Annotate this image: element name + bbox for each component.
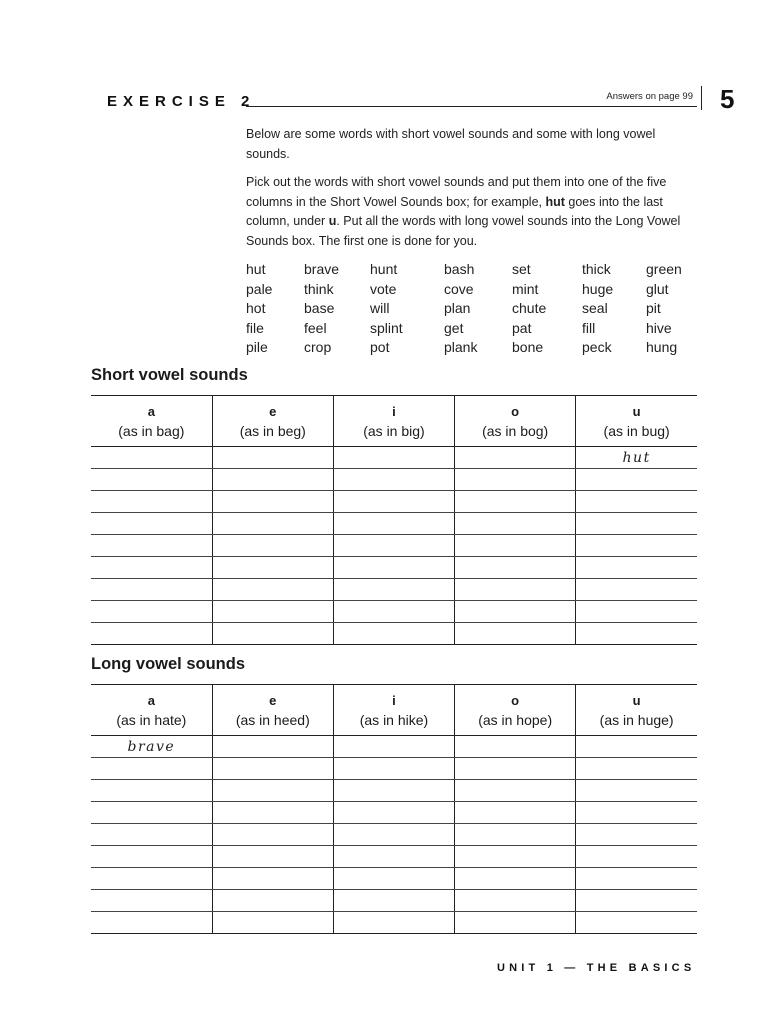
long-vowel-column-header bbox=[91, 685, 212, 736]
short-vowel-column-header bbox=[576, 396, 697, 447]
short-vowel-answer-cell[interactable] bbox=[91, 513, 212, 535]
word-bank-item: feel bbox=[304, 319, 327, 336]
short-vowel-answer-cell[interactable] bbox=[212, 535, 333, 557]
word-bank-item: bash bbox=[444, 261, 475, 277]
long-vowel-answer-cell[interactable] bbox=[333, 846, 454, 868]
long-vowel-answer-cell[interactable] bbox=[333, 802, 454, 824]
short-vowel-answer-cell[interactable] bbox=[91, 557, 212, 579]
word-bank-item: fill bbox=[582, 319, 596, 336]
short-vowel-answer-cell[interactable] bbox=[576, 513, 697, 535]
short-vowel-answer-cell[interactable] bbox=[91, 535, 212, 557]
short-vowel-answer-cell[interactable] bbox=[212, 557, 333, 579]
vowel-letter: o bbox=[511, 404, 520, 419]
word-bank-item: file bbox=[246, 319, 264, 336]
word-bank-item: thick bbox=[582, 261, 611, 277]
short-vowel-answer-row bbox=[91, 601, 697, 623]
word-bank-item: brave bbox=[304, 261, 340, 277]
long-vowel-answer-cell[interactable] bbox=[91, 846, 212, 868]
short-vowel-answer-cell[interactable] bbox=[455, 513, 576, 535]
word-bank-item: peck bbox=[582, 339, 612, 355]
short-vowel-answer-row bbox=[91, 623, 697, 645]
word-bank-item: pit bbox=[646, 300, 661, 316]
short-vowel-answer-cell[interactable] bbox=[212, 513, 333, 535]
word-bank-item: hung bbox=[646, 339, 678, 355]
long-vowel-answer-cell[interactable] bbox=[212, 890, 333, 912]
vowel-example: (as in huge) bbox=[599, 712, 674, 728]
short-vowel-answer-cell[interactable] bbox=[333, 447, 454, 469]
vowel-letter: i bbox=[392, 693, 396, 708]
short-vowel-column-header bbox=[91, 396, 212, 447]
vowel-letter-bold: u bbox=[328, 214, 337, 228]
short-vowel-answer-cell[interactable] bbox=[455, 491, 576, 513]
long-vowel-answer-cell[interactable] bbox=[455, 758, 576, 780]
vowel-example: (as in big) bbox=[363, 423, 425, 439]
vowel-letter: u bbox=[632, 693, 641, 708]
short-vowel-column-header bbox=[212, 396, 333, 447]
short-vowel-answer-cell[interactable] bbox=[576, 535, 697, 557]
short-vowel-answer-cell[interactable] bbox=[576, 491, 697, 513]
long-vowel-answer-cell[interactable] bbox=[576, 846, 697, 868]
long-vowel-answer-cell[interactable] bbox=[212, 758, 333, 780]
vowel-example: (as in bug) bbox=[603, 423, 670, 439]
word-bank-item: think bbox=[304, 280, 334, 297]
vowel-example: (as in hate) bbox=[116, 712, 187, 728]
word-bank-item: crop bbox=[304, 339, 332, 355]
word-bank-item: chute bbox=[512, 300, 547, 316]
footer-unit-title: UNIT 1 — THE BASICS bbox=[497, 962, 696, 974]
long-vowel-column-header bbox=[455, 685, 576, 736]
word-bank-item: huge bbox=[582, 280, 614, 297]
vowel-letter: e bbox=[269, 693, 277, 708]
long-vowel-answer-cell[interactable] bbox=[455, 802, 576, 824]
word-bank-item: set bbox=[512, 261, 531, 277]
word-bank-item: pot bbox=[370, 339, 390, 355]
long-vowel-answer-cell[interactable] bbox=[91, 868, 212, 890]
word-bank-item: pale bbox=[246, 280, 273, 297]
long-vowel-answer-cell[interactable] bbox=[212, 780, 333, 802]
long-vowel-answer-cell[interactable] bbox=[212, 802, 333, 824]
vowel-example: (as in beg) bbox=[239, 423, 306, 439]
page-number-divider bbox=[701, 86, 702, 110]
header-rule bbox=[246, 106, 697, 107]
word-bank-item: hunt bbox=[370, 261, 398, 277]
instructions-text: Pick out the words with short vowel sounds and put them into one of the five columns in the Short Vowel Sounds box; for example, bbox=[246, 175, 667, 209]
short-vowel-answer-cell[interactable] bbox=[333, 579, 454, 601]
exercise-title: EXERCISE 2 bbox=[107, 93, 256, 110]
word-bank-item: hive bbox=[646, 319, 672, 336]
short-vowel-answer-cell[interactable] bbox=[91, 601, 212, 623]
short-vowel-answer-cell[interactable] bbox=[455, 579, 576, 601]
long-vowel-answer-cell[interactable] bbox=[91, 824, 212, 846]
word-bank-item: base bbox=[304, 300, 335, 316]
word-bank-item: green bbox=[646, 261, 682, 277]
short-vowel-answer-cell[interactable] bbox=[455, 535, 576, 557]
long-vowel-answer-cell[interactable] bbox=[576, 802, 697, 824]
long-vowel-example-answer: brave bbox=[127, 738, 176, 755]
page-number: 5 bbox=[720, 84, 735, 114]
short-vowel-column-header bbox=[455, 396, 576, 447]
long-vowel-answer-row bbox=[91, 912, 697, 934]
long-vowel-answer-cell[interactable] bbox=[212, 868, 333, 890]
long-vowel-column-header bbox=[212, 685, 333, 736]
short-vowel-answer-cell[interactable] bbox=[576, 623, 697, 645]
long-vowel-answer-cell[interactable] bbox=[576, 868, 697, 890]
word-bank-item: plank bbox=[444, 339, 478, 355]
long-vowel-answer-cell[interactable] bbox=[333, 824, 454, 846]
long-vowel-answer-cell[interactable] bbox=[333, 868, 454, 890]
long-vowel-answer-row bbox=[91, 824, 697, 846]
long-vowel-answer-cell[interactable] bbox=[212, 824, 333, 846]
long-vowel-column-header bbox=[576, 685, 697, 736]
word-bank-item: get bbox=[444, 319, 464, 336]
word-bank-item: hot bbox=[246, 300, 266, 316]
answers-note: Answers on page 99 bbox=[606, 91, 693, 102]
long-vowel-column-header bbox=[333, 685, 454, 736]
vowel-letter: u bbox=[632, 404, 641, 419]
long-vowel-answer-row bbox=[91, 846, 697, 868]
long-vowel-answer-cell[interactable] bbox=[576, 824, 697, 846]
short-vowel-answer-cell[interactable] bbox=[576, 579, 697, 601]
word-bank-item: bone bbox=[512, 339, 544, 355]
short-vowel-column-header bbox=[333, 396, 454, 447]
vowel-example: (as in heed) bbox=[235, 712, 310, 728]
long-vowel-answer-cell[interactable] bbox=[455, 736, 576, 758]
long-vowel-answer-cell[interactable] bbox=[212, 846, 333, 868]
short-vowel-answer-cell[interactable] bbox=[576, 469, 697, 491]
word-bank-item: mint bbox=[512, 280, 539, 297]
long-vowel-header-row bbox=[91, 685, 697, 736]
long-vowel-answer-cell[interactable] bbox=[91, 780, 212, 802]
word-bank-item: seal bbox=[582, 300, 608, 316]
long-vowel-answer-cell[interactable] bbox=[455, 868, 576, 890]
vowel-example: (as in hike) bbox=[359, 712, 429, 728]
instructions-text: . Put all the words with long vowel sounds into the Long Vowel Sounds box. The first one is done for you. bbox=[246, 214, 681, 248]
short-vowel-answer-cell[interactable] bbox=[455, 469, 576, 491]
short-vowel-heading: Short vowel sounds bbox=[91, 366, 248, 384]
short-vowel-answer-cell[interactable] bbox=[91, 623, 212, 645]
word-bank-item: plan bbox=[444, 300, 471, 316]
short-vowel-answer-cell[interactable] bbox=[91, 469, 212, 491]
short-vowel-answer-cell[interactable] bbox=[455, 447, 576, 469]
long-vowel-answer-cell[interactable] bbox=[576, 912, 697, 934]
short-vowel-answer-cell[interactable] bbox=[212, 447, 333, 469]
short-vowel-answer-cell[interactable] bbox=[212, 469, 333, 491]
long-vowel-answer-cell[interactable] bbox=[455, 912, 576, 934]
instructions-paragraph-1: Below are some words with short vowel sounds and some with long vowel sounds. bbox=[246, 127, 656, 161]
vowel-example: (as in bag) bbox=[118, 423, 185, 439]
vowel-example: (as in hope) bbox=[478, 712, 553, 728]
word-bank bbox=[246, 260, 696, 358]
long-vowel-answer-cell[interactable] bbox=[91, 802, 212, 824]
word-bank-item: vote bbox=[370, 280, 397, 297]
short-vowel-answer-row bbox=[91, 491, 697, 513]
vowel-letter: o bbox=[511, 693, 520, 708]
long-vowel-answer-row bbox=[91, 758, 697, 780]
long-vowel-answer-cell[interactable] bbox=[91, 736, 212, 758]
long-vowel-answer-cell[interactable] bbox=[333, 736, 454, 758]
short-vowel-answer-row bbox=[91, 535, 697, 557]
short-vowel-answer-row bbox=[91, 513, 697, 535]
short-vowel-example-answer: hut bbox=[622, 449, 651, 466]
short-vowel-answer-cell[interactable] bbox=[333, 513, 454, 535]
short-vowel-answer-row bbox=[91, 557, 697, 579]
instructions-text: goes into the last column, under bbox=[246, 194, 663, 228]
long-vowel-answer-cell[interactable] bbox=[455, 824, 576, 846]
long-vowel-answer-cell[interactable] bbox=[333, 890, 454, 912]
long-vowel-answer-row bbox=[91, 890, 697, 912]
short-vowel-answer-cell[interactable] bbox=[212, 491, 333, 513]
long-vowel-answer-cell[interactable] bbox=[91, 912, 212, 934]
short-vowel-answer-cell[interactable] bbox=[576, 557, 697, 579]
long-vowel-answer-cell[interactable] bbox=[212, 912, 333, 934]
short-vowel-answer-cell[interactable] bbox=[91, 491, 212, 513]
short-vowel-answer-cell[interactable] bbox=[212, 623, 333, 645]
short-vowel-answer-cell[interactable] bbox=[333, 623, 454, 645]
vowel-letter: a bbox=[147, 404, 155, 419]
short-vowel-answer-cell[interactable] bbox=[212, 579, 333, 601]
short-vowel-answer-cell[interactable] bbox=[333, 491, 454, 513]
long-vowel-answer-cell[interactable] bbox=[576, 758, 697, 780]
long-vowel-answer-row bbox=[91, 802, 697, 824]
long-vowel-answer-cell[interactable] bbox=[576, 780, 697, 802]
short-vowel-answer-cell[interactable] bbox=[333, 469, 454, 491]
short-vowel-answer-cell[interactable] bbox=[333, 535, 454, 557]
short-vowel-header-row bbox=[91, 396, 697, 447]
vowel-example: (as in bog) bbox=[482, 423, 549, 439]
word-bank-item: cove bbox=[444, 280, 474, 297]
long-vowel-answer-cell[interactable] bbox=[91, 758, 212, 780]
long-vowel-answer-cell[interactable] bbox=[333, 780, 454, 802]
long-vowel-answer-cell[interactable] bbox=[455, 890, 576, 912]
instructions-paragraph-2 bbox=[246, 173, 696, 251]
short-vowel-table bbox=[91, 395, 697, 645]
long-vowel-answer-cell[interactable] bbox=[455, 780, 576, 802]
word-bank-item: splint bbox=[370, 319, 403, 336]
short-vowel-answer-cell[interactable] bbox=[91, 579, 212, 601]
word-bank-item: pile bbox=[246, 339, 268, 355]
long-vowel-answer-cell[interactable] bbox=[576, 736, 697, 758]
short-vowel-answer-cell[interactable] bbox=[333, 557, 454, 579]
short-vowel-answer-cell[interactable] bbox=[455, 601, 576, 623]
short-vowel-answer-cell[interactable] bbox=[212, 601, 333, 623]
short-vowel-answer-cell[interactable] bbox=[455, 557, 576, 579]
long-vowel-answer-row bbox=[91, 780, 697, 802]
long-vowel-answer-cell[interactable] bbox=[91, 890, 212, 912]
short-vowel-answer-row bbox=[91, 579, 697, 601]
word-bank-item: glut bbox=[646, 280, 669, 297]
long-vowel-answer-cell[interactable] bbox=[212, 736, 333, 758]
long-vowel-answer-row bbox=[91, 868, 697, 890]
vowel-letter: i bbox=[392, 404, 396, 419]
short-vowel-answer-cell[interactable] bbox=[576, 601, 697, 623]
word-bank-item: will bbox=[370, 300, 390, 316]
long-vowel-answer-cell[interactable] bbox=[333, 912, 454, 934]
short-vowel-answer-cell[interactable] bbox=[576, 447, 697, 469]
vowel-letter: e bbox=[269, 404, 277, 419]
example-word-bold: hut bbox=[545, 194, 565, 209]
long-vowel-answer-cell[interactable] bbox=[333, 758, 454, 780]
short-vowel-answer-row bbox=[91, 469, 697, 491]
long-vowel-answer-row bbox=[91, 736, 697, 758]
word-bank-item: hut bbox=[246, 261, 266, 277]
short-vowel-answer-cell[interactable] bbox=[333, 601, 454, 623]
short-vowel-answer-row bbox=[91, 447, 697, 469]
long-vowel-heading: Long vowel sounds bbox=[91, 655, 246, 673]
word-bank-item: pat bbox=[512, 319, 532, 336]
long-vowel-table bbox=[91, 684, 697, 934]
long-vowel-answer-cell[interactable] bbox=[576, 890, 697, 912]
short-vowel-answer-cell[interactable] bbox=[455, 623, 576, 645]
long-vowel-answer-cell[interactable] bbox=[455, 846, 576, 868]
short-vowel-answer-cell[interactable] bbox=[91, 447, 212, 469]
vowel-letter: a bbox=[147, 693, 155, 708]
